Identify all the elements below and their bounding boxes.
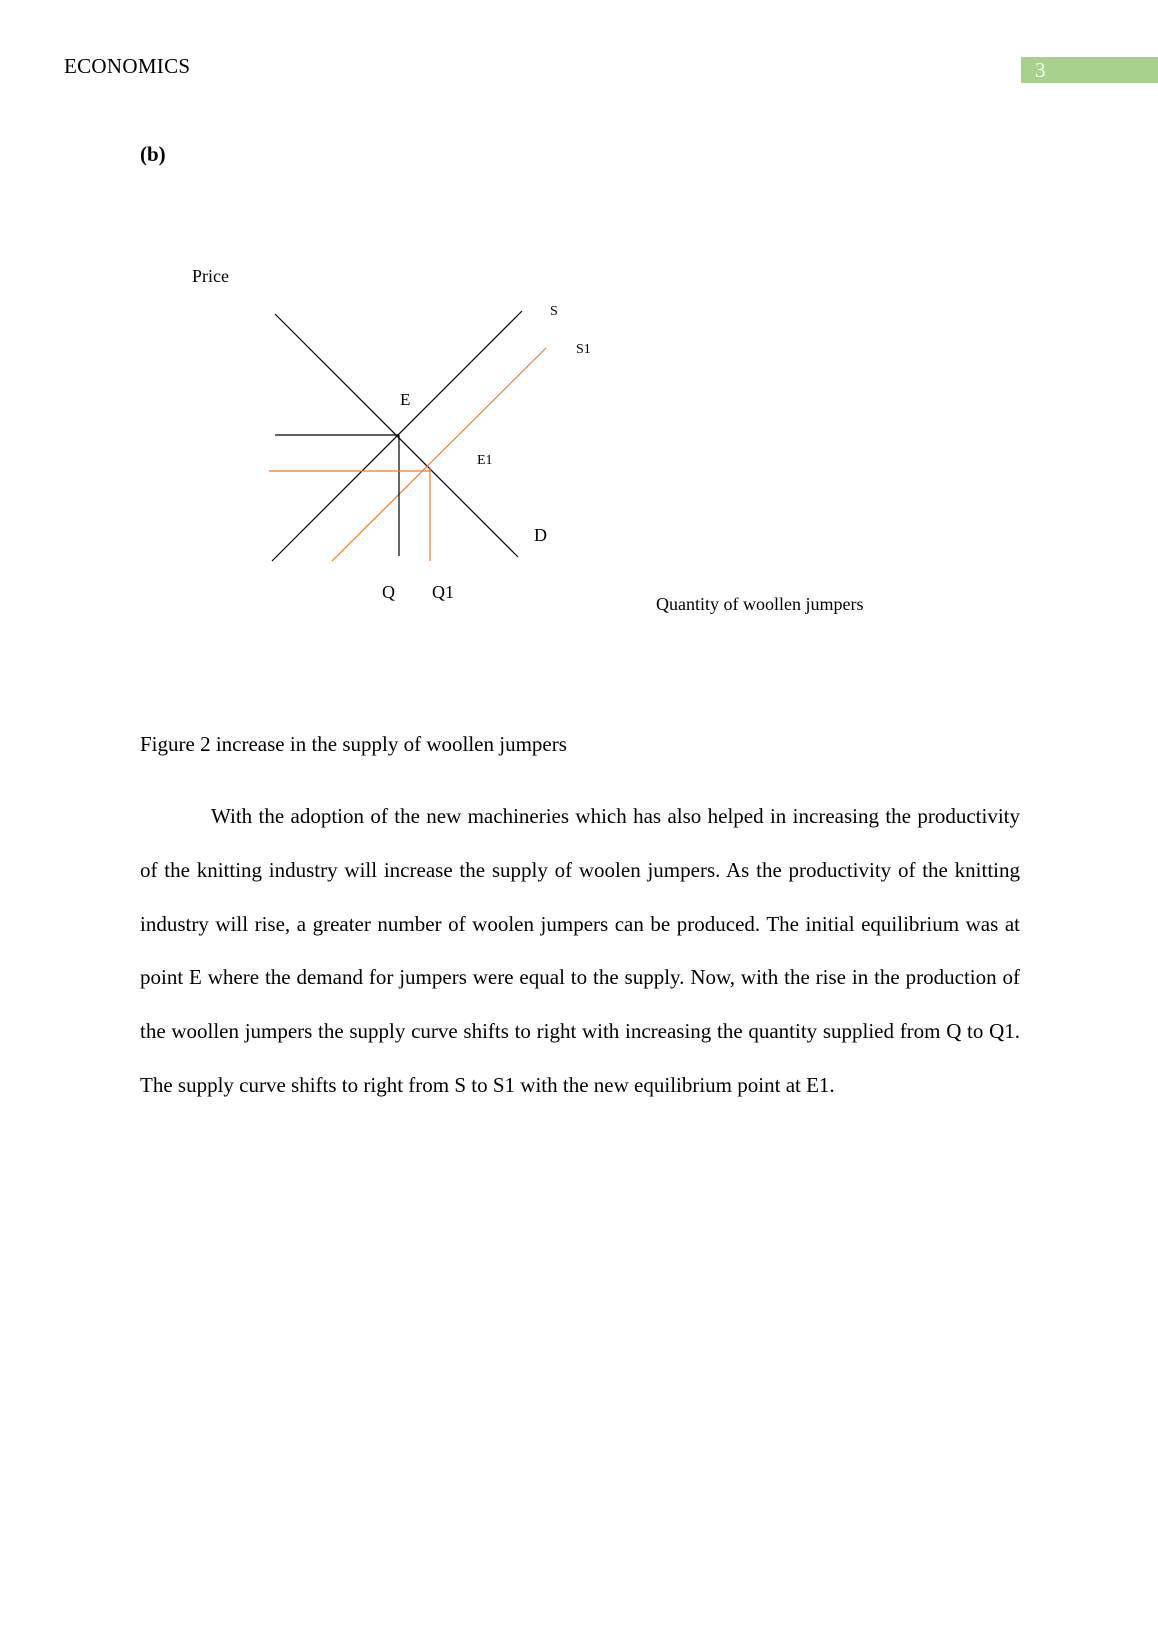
new-supply-label: S1	[576, 342, 591, 357]
demand-label: D	[534, 525, 547, 545]
header-title: ECONOMICS	[64, 54, 191, 78]
figure-caption: Figure 2 increase in the supply of woollen jumpers	[140, 732, 567, 756]
equilibrium-label: E	[400, 390, 411, 409]
supply-label: S	[550, 304, 558, 319]
supply-demand-diagram	[0, 0, 1158, 700]
x-axis-label: Quantity of woollen jumpers	[656, 594, 864, 614]
new-equilibrium-label: E1	[477, 453, 493, 468]
y-axis-label: Price	[192, 266, 229, 286]
section-label: (b)	[140, 142, 166, 166]
page-number: 3	[1035, 58, 1046, 82]
supply-curve-s1	[332, 348, 546, 561]
body-paragraph: With the adoption of the new machineries which has also helped in increasing the productivity of the knitting industry will increase the supply of woolen jumpers. As the productivity of the knitting industry will rise, a greater number of woolen jumpers can be produced. The initial equilibrium was at point E where the demand for jumpers were equal to the supply. Now, with the rise in the production of the woollen jumpers the supply curve shifts to right with increasing the quantity supplied from Q to Q1. The supply curve shifts to right from S to S1 with the new equilibrium point at E1.	[140, 804, 1020, 1097]
quantity-q1-label: Q1	[432, 582, 454, 602]
quantity-q-label: Q	[382, 582, 395, 602]
